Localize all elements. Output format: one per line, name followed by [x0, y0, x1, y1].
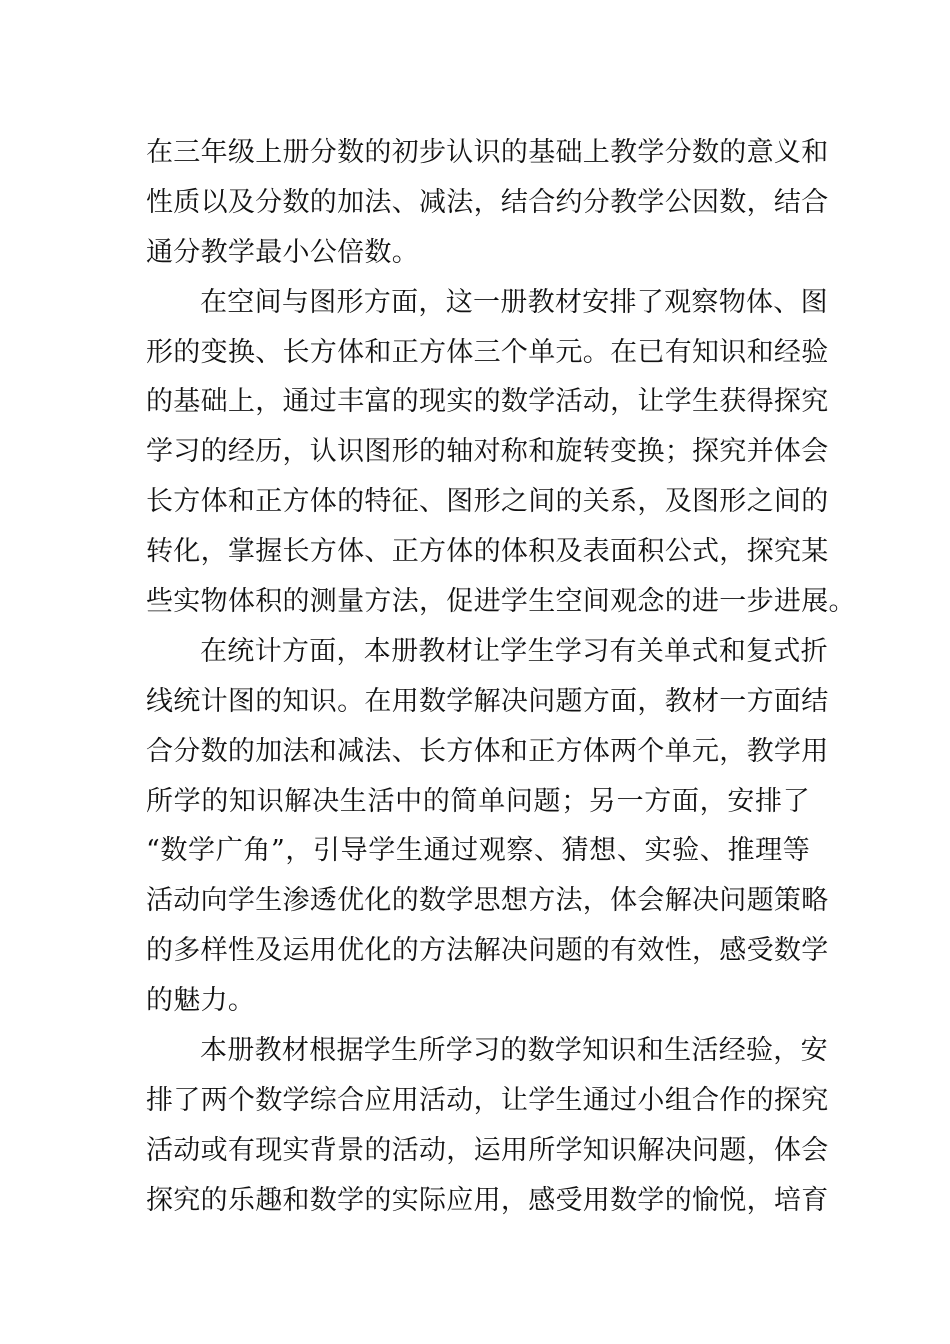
text-line: 线统计图的知识。在用数学解决问题方面，教材一方面结: [146, 685, 829, 717]
text-line: 合分数的加法和减法、长方体和正方体两个单元，教学用: [146, 735, 829, 767]
text-line: 的魅力。: [146, 985, 256, 1017]
text-line: 长方体和正方体的特征、图形之间的关系，及图形之间的: [146, 486, 829, 518]
text-line: 些实物体积的测量方法，促进学生空间观念的进一步进展。: [146, 586, 856, 618]
text-line: 活动向学生渗透优化的数学思想方法，体会解决问题策略: [146, 885, 829, 917]
text-line: 转化，掌握长方体、正方体的体积及表面积公式，探究某: [146, 536, 829, 568]
paragraph-3: [146, 627, 829, 1026]
paragraph-4: [146, 1026, 829, 1226]
text-line: 探究的乐趣和数学的实际应用，感受用数学的愉悦，培育: [146, 1184, 829, 1216]
document-body: [146, 128, 856, 1226]
paragraph-1: [146, 128, 829, 278]
paragraph-2: [146, 278, 856, 627]
text-line: 本册教材根据学生所学习的数学知识和生活经验，安: [200, 1035, 828, 1067]
text-line: 的多样性及运用优化的方法解决问题的有效性，感受数学: [146, 935, 829, 967]
text-line: 通分教学最小公倍数。: [146, 236, 419, 268]
text-line: 在统计方面，本册教材让学生学习有关单式和复式折: [200, 635, 828, 667]
text-line: 在三年级上册分数的初步认识的基础上教学分数的意义和: [146, 137, 829, 168]
text-line: “数学广角”，引导学生通过观察、猜想、实验、推理等: [146, 835, 810, 867]
text-line: 活动或有现实背景的活动，运用所学知识解决问题，体会: [146, 1134, 829, 1166]
text-line: 的基础上，通过丰富的现实的数学活动，让学生获得探究: [146, 386, 829, 418]
text-line: 形的变换、长方体和正方体三个单元。在已有知识和经验: [146, 336, 829, 368]
text-line: 排了两个数学综合应用活动，让学生通过小组合作的探究: [146, 1084, 829, 1116]
text-line: 学习的经历，认识图形的轴对称和旋转变换；探究并体会: [146, 436, 829, 468]
text-line: 所学的知识解决生活中的简单问题；另一方面，安排了: [146, 785, 810, 817]
text-line: 性质以及分数的加法、减法，结合约分教学公因数，结合: [146, 186, 829, 218]
text-line: 在空间与图形方面，这一册教材安排了观察物体、图: [200, 286, 828, 318]
